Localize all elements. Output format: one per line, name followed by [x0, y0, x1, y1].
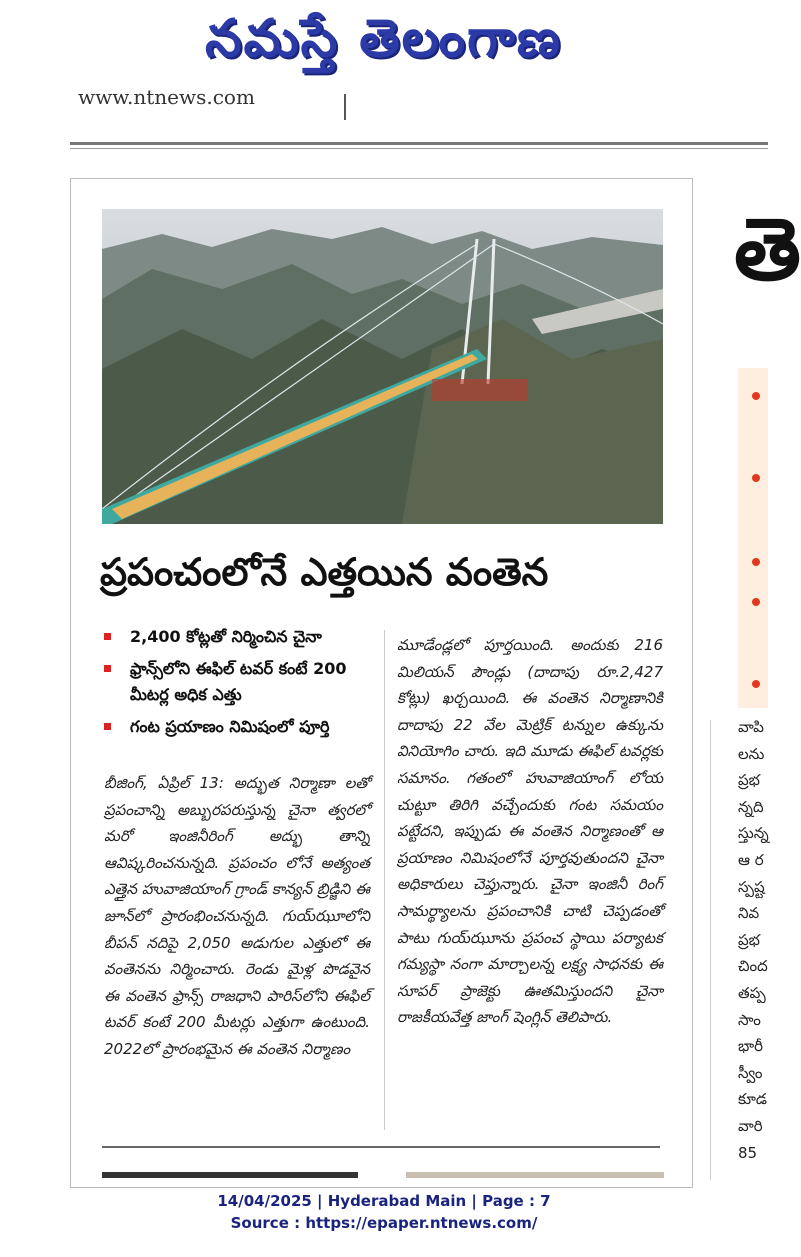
highlight-bullets: [104, 624, 386, 746]
adjacent-line: తప్ప: [738, 983, 766, 1002]
bullet-text: 2,400 కోట్లతో నిర్మించిన చైనా: [130, 627, 322, 646]
bullet-text: గంట ప్రయాణం నిమిషంలో పూర్తి: [130, 717, 330, 736]
masthead-rule: [70, 142, 768, 145]
adjacent-line: నివ: [738, 904, 760, 923]
article-headline: ప్రపంచంలోనే ఎత్తయిన వంతెన: [100, 550, 549, 594]
masthead: [0, 0, 768, 88]
bullet-dot-icon: [752, 598, 760, 606]
next-article-strip-right: [406, 1172, 664, 1178]
column-divider: [384, 630, 385, 1130]
article-end-rule: [102, 1146, 660, 1148]
highlight-bullet: [104, 624, 386, 650]
adjacent-line: వాపి: [738, 718, 764, 736]
adjacent-line: చింద: [738, 957, 768, 976]
adjacent-line: ఆ ర: [738, 850, 764, 869]
highlight-bullet: [104, 656, 386, 708]
edition-info: 14/04/2025 | Hyderabad Main | Page : 7: [217, 1192, 551, 1210]
website-url: www.ntnews.com: [78, 85, 255, 109]
highlight-bullet: [104, 714, 386, 740]
masthead-rule-thin: [70, 148, 768, 149]
adjacent-line: లను: [738, 744, 765, 763]
adjacent-line: న్నది: [738, 797, 764, 816]
bullet-square-icon: [104, 665, 111, 672]
adjacent-highlight-panel: [738, 368, 768, 708]
epaper-footer: [0, 1190, 768, 1234]
bullet-dot-icon: [752, 474, 760, 482]
adjacent-column-divider: [710, 720, 711, 1180]
next-article-strip-left: [102, 1172, 358, 1178]
article-body-column-1: బీజింగ్, ఏప్రిల్ 13: అద్భుత నిర్మాణా లతో ప్రపంచాన్ని అబ్బురపరుస్తున్న చైనా త్వరలో మరో ఇంజినీరింగ్ అద్భు తాన్ని ఆవిష్కరించనున్నది. ప్రపంచం లోనే అత్యంత ఎత్తైన హువాజియాంగ్ గ్రాండ్ కాన్యన్ బ్రిడ్జిని ఈ జూన్‌లో ప్రారంభించనున్నది. గుయ్‌ఝూలోని బీపన్ నదిపై 2,050 అడుగుల ఎత్తులో ఈ వంతెనను నిర్మించారు. రెండు మైళ్ల పొడవైన ఈ వంతెన ఫ్రాన్స్ రాజధాని పారిస్‌లోని ఈఫిల్ టవర్ కంటే 200 మీటర్లు ఎత్తుగా ఉంటుంది. 2022లో ప్రారంభమైన ఈ వంతెన నిర్మాణం: [104, 774, 370, 1058]
adjacent-line: స్వీం: [738, 1063, 763, 1082]
adjacent-line: భారీ: [738, 1037, 763, 1056]
adjacent-line: సాం: [738, 1010, 761, 1029]
adjacent-line: వారి: [738, 1116, 763, 1135]
source-link[interactable]: Source : https://epaper.ntnews.com/: [230, 1214, 538, 1232]
bullet-dot-icon: [752, 392, 760, 400]
bullet-square-icon: [104, 633, 111, 640]
adjacent-article-text: [738, 714, 768, 1166]
masthead-separator: [344, 94, 346, 120]
bullet-square-icon: [104, 723, 111, 730]
newspaper-logo: నమస్తే తెలంగాణ: [205, 9, 562, 69]
adjacent-line: ప్రభ: [738, 930, 760, 949]
bridge-photo: [102, 209, 663, 524]
bullet-dot-icon: [752, 680, 760, 688]
bullet-dot-icon: [752, 558, 760, 566]
adjacent-line: కూడ: [738, 1090, 767, 1109]
adjacent-line: 85: [738, 1143, 758, 1162]
adjacent-line: స్పష్ట: [738, 877, 765, 896]
bullet-text: ఫ్రాన్స్‌లోని ఈఫిల్ టవర్ కంటే 200 మీటర్ల అధిక ఎత్తు: [130, 659, 347, 704]
adjacent-headline-fragment: తె: [734, 200, 801, 300]
article-body-column-2: మూడేండ్లలో పూర్తయింది. అందుకు 216 మిలియన్ పౌండ్లు (దాదాపు రూ.2,427 కోట్లు) ఖర్చయింది. ఈ వంతెన నిర్మాణానికి దాదాపు 22 వేల మెట్రిక్ టన్నుల ఉక్కును వినియోగిం చారు. ఇది మూడు ఈఫిల్ టవర్లకు సమానం. గతంలో హువాజియాంగ్ లోయ చుట్టూ తిరిగి వచ్చేందుకు గంట సమయం పట్టేదని, ఇప్పుడు ఈ వంతెన నిర్మాణంతో ఆ ప్రయాణం నిమిషంలోనే పూర్తవుతుందని చైనా అధికారులు చెప్తున్నారు. చైనా ఇంజినీ రింగ్ సామర్థ్యాలను ప్రపంచానికి చాటి చెప్పడంతో పాటు గుయ్‌ఝూను ప్రపంచ స్థాయి పర్యాటక గమ్యస్థా నంగా మార్చాలన్న లక్ష్య సాధనకు ఈ సూపర్ ప్రాజెక్టు ఊతమిస్తుందని చైనా రాజకీయవేత్త జాంగ్ షెంగ్లిన్ తెలిపారు.: [397, 636, 663, 1027]
adjacent-line: స్తున్న: [738, 824, 769, 843]
adjacent-line: ప్రభ: [738, 771, 760, 790]
